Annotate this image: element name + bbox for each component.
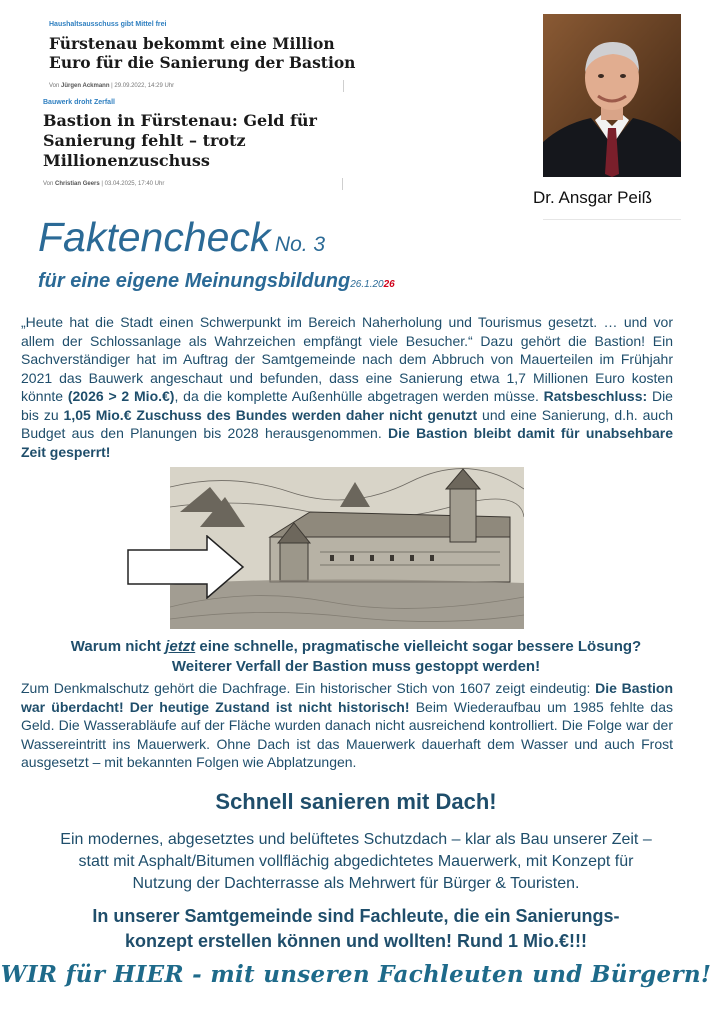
body2-text-1: Zum Denkmalschutz gehört die Dachfrage. Ein historischer Stich von 1607 zeigt eindeutig: [21,680,596,696]
clipping1-byline [49,83,174,89]
clipping2-headline-line1: Bastion in Fürstenau: Geld für [43,111,317,130]
slogan: WIR für HIER - mit unseren Fachleuten und Bürgern! [0,961,712,988]
proposal-line1: Ein modernes, abgesetztes und belüftetes Schutzdach – klar als Bau unserer Zeit – [60,831,652,848]
portrait-photo [543,14,681,177]
clipping1-byline-prefix: Von [49,83,60,89]
section-heading: Schnell sanieren mit Dach! [215,789,497,814]
body2-text-2: Beim Wiederaufbau um 1985 fehlte das Geld. Die Wasserabläufe auf der Fläche wurden danach nicht ausreichend kontrolliert. Die Folge war der Wassereintritt ins Mauerwerk. Ohne Dach ist das Mauerwerk dauerhaft dem Wasser und auch Frost ausgesetzt – mit bekannten Folgen wie Abplatzungen. [21,698,673,770]
portrait-caption: Dr. Ansgar Peiß [533,188,653,207]
intro-bold-cost: (2026 > 2 Mio.€) [67,388,175,404]
question-block [0,637,712,677]
closing-block [0,904,712,954]
intro-bold-subsidy: 1,05 Mio.€ Zuschuss des Bundes werden daher nicht genutzt [63,406,478,423]
clipping2-byline [43,181,164,187]
intro-bold-closed: Die Bastion bleibt damit für unabsehbare Zeit gesperrt! [21,425,673,460]
date-red-suffix: 26 [383,279,395,290]
page-title [38,214,325,261]
question-emphasis: jetzt [165,638,196,655]
clipping1-headline-line1: Fürstenau bekommt eine Million [49,34,335,53]
intro-paragraph [21,313,673,461]
clipping2-headline [43,111,317,171]
clipping1-byline-author: Jürgen Ackmann [61,83,110,89]
portrait-illustration [543,14,681,177]
subtitle-text: für eine eigene Meinungsbildung [38,270,351,292]
intro-text-1: „Heute hat die Stadt einen Schwerpunkt im Bereich Naherholung und Tourismus gesetzt. … und vor allem der Schlossanlage als Wahrzeichen empfängt viele Besucher.“ Dazu gehört die Bastion! Ein Sachverständiger hat im Auftrag der Samtgemeinde nach dem Abbruch von Mauerteilen im Frühjahr 2021 das Bauwerk angeschaut und befunden, dass eine Sanierung etwa 1,7 Millionen Euro kosten könnte [21,314,673,404]
clipping1-headline [49,34,355,72]
question-pre: Warum nicht [70,638,166,655]
body2-bold-roof: Die Bastion war überdacht! Der heutige Zustand ist nicht historisch! [21,680,674,715]
clipping2-byline-author: Christian Geers [55,181,100,187]
clipping1-divider [343,80,344,92]
proposal-line3: Nutzung der Dachterrasse als Mehrwert für Bürger & Touristen. [132,875,580,892]
clipping2-kicker: Bauwerk droht Zerfall [43,99,115,106]
caption-underline [543,219,681,220]
clipping2-headline-line3: Millionenzuschuss [43,151,210,170]
clipping2-headline-line2: Sanierung fehlt – trotz [43,131,246,150]
proposal-line2: statt mit Asphalt/Bitumen vollflächig abgedichtetes Mauerwerk, mit Konzept für [78,853,634,870]
clipping1-kicker: Haushaltsausschuss gibt Mittel frei [49,21,167,28]
intro-text-4: und eine Sanierung, d.h. auch Budget aus den Planungen bis 2028 herausgenommen. [21,406,673,441]
date-prefix: 26.1.20 [350,279,384,290]
title-main: Faktencheck [38,214,271,260]
question-line1 [0,637,712,657]
clipping2-byline-date: | 03.04.2025, 17:40 Uhr [101,181,165,187]
proposal-block [0,829,712,895]
clipping1-byline-date: | 29.09.2022, 14:29 Uhr [111,83,175,89]
intro-bold-resolution: Ratsbeschluss: [543,388,648,404]
clipping1-headline-line2: Euro für die Sanierung der Bastion [49,53,356,72]
clipping2-divider [342,178,343,190]
monument-paragraph [21,679,673,772]
title-number: No. 3 [274,233,326,256]
closing-line2: konzept erstellen können und wollten! Rund 1 Mio.€!!! [124,931,587,951]
pointer-arrow-icon [127,535,245,599]
question-post: eine schnelle, pragmatische vielleicht sogar bessere Lösung? [195,638,642,655]
publication-date [350,279,395,290]
intro-text-3: Die bis zu [21,388,673,423]
intro-text-2: , da die komplette Außenhülle abgetragen werden müsse. [174,388,544,404]
question-line2: Weiterer Verfall der Bastion muss gestoppt werden! [171,658,541,675]
page-subtitle [38,270,395,293]
closing-line1: In unserer Samtgemeinde sind Fachleute, die ein Sanierungs- [92,906,620,926]
clipping2-byline-prefix: Von [43,181,54,187]
